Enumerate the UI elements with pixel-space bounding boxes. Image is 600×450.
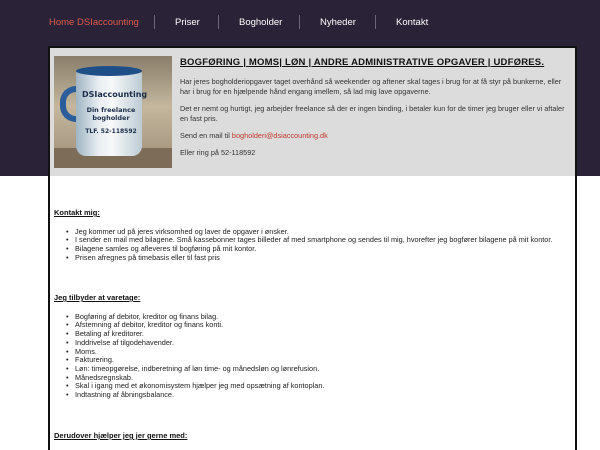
nav-nyheder[interactable]: Nyheder bbox=[320, 17, 356, 28]
list-item: • Indtastning af åbningsbalance. bbox=[66, 391, 574, 400]
list-item: • Betaling af kreditorer. bbox=[66, 330, 574, 339]
contact-list bbox=[66, 228, 574, 263]
mug-tagline-2: bogholder bbox=[92, 114, 130, 122]
mail-line bbox=[180, 131, 568, 140]
list-item: • Afstemning af debitor, kreditor og finans konti. bbox=[66, 321, 574, 330]
nav-separator bbox=[375, 15, 376, 29]
nav-home[interactable]: Home DSIaccounting bbox=[49, 17, 139, 28]
list-item: • Prisen afregnes på timebasis eller til fast pris bbox=[66, 254, 574, 263]
contact-heading: Kontakt mig: bbox=[54, 208, 100, 217]
nav-priser[interactable]: Priser bbox=[175, 17, 200, 28]
hero-title: BOGFØRING | MOMS| LØN | ANDRE ADMINISTRATIVE OPGAVER | UDFØRES. bbox=[180, 57, 545, 68]
nav-bogholder[interactable]: Bogholder bbox=[239, 17, 283, 28]
list-item: • I sender en mail med bilagene. Små kassebonner tages billeder af med smartphone og sendes til mig, hvorefter jeg bogfører bilagene på mit kontor. bbox=[66, 236, 574, 245]
mug-photo bbox=[54, 56, 172, 168]
email-link[interactable]: bogholderi@dsiaccounting.dk bbox=[231, 131, 328, 141]
mug-tagline-1: Din freelance bbox=[86, 106, 136, 114]
mail-prefix: Send en mail til bbox=[180, 131, 232, 141]
list-item: • Jeg kommer ud på jeres virksomhed og laver de opgaver i ønsker. bbox=[66, 228, 574, 237]
nav-separator bbox=[218, 15, 219, 29]
list-item: • Månedsregnskab. bbox=[66, 374, 574, 383]
services-heading: Jeg tilbyder at varetage: bbox=[54, 293, 141, 302]
mug-brand-text: DSIaccounting bbox=[82, 90, 148, 99]
content-box bbox=[48, 46, 577, 450]
extra-section bbox=[54, 432, 574, 441]
phone-line: Eller ring på 52-118592 bbox=[180, 148, 256, 158]
list-item: • Fakturering. bbox=[66, 356, 574, 365]
hero-banner bbox=[50, 48, 575, 176]
services-section bbox=[54, 294, 574, 400]
nav-separator bbox=[299, 15, 300, 29]
list-item: • Inddrivelse af tilgodehavender. bbox=[66, 339, 574, 348]
services-list bbox=[66, 313, 574, 400]
hero-paragraph-2: Det er nemt og hurtigt, jeg arbejder freelance så der er ingen binding, i betaler kun for de timer jeg bruger eller vi aftaler en fast pris. bbox=[180, 104, 565, 123]
main-nav bbox=[0, 0, 600, 46]
hero-text bbox=[180, 58, 568, 166]
list-item: • Bilagene samles og afleveres til bogføring på mit kontor. bbox=[66, 245, 574, 254]
list-item: • Skal i igang med et økonomisystem hjælper jeg med opsætning af kontoplan. bbox=[66, 382, 574, 391]
mug-phone-text: TLF. 52-118592 bbox=[85, 128, 137, 135]
contact-section bbox=[54, 209, 574, 263]
list-item: • Bogføring af debitor, kreditor og finans bilag. bbox=[66, 313, 574, 322]
nav-kontakt[interactable]: Kontakt bbox=[396, 17, 429, 28]
extra-heading: Derudover hjælper jeg jer gerne med: bbox=[54, 431, 188, 440]
nav-separator bbox=[154, 15, 155, 29]
list-item: • Moms. bbox=[66, 348, 574, 357]
list-item: • Løn: timeopgørelse, indberetning af løn time- og månedsløn og lønrefusion. bbox=[66, 365, 574, 374]
mug-rim bbox=[76, 66, 142, 76]
hero-paragraph-1: Har jeres bogholderiopgaver taget overhånd så weekender og aftener skal tages i brug for at få styr på bunkerne, eller har i brug for en hjælpende hånd engang imellem, så lad mig lave opgaverne. bbox=[180, 77, 562, 96]
